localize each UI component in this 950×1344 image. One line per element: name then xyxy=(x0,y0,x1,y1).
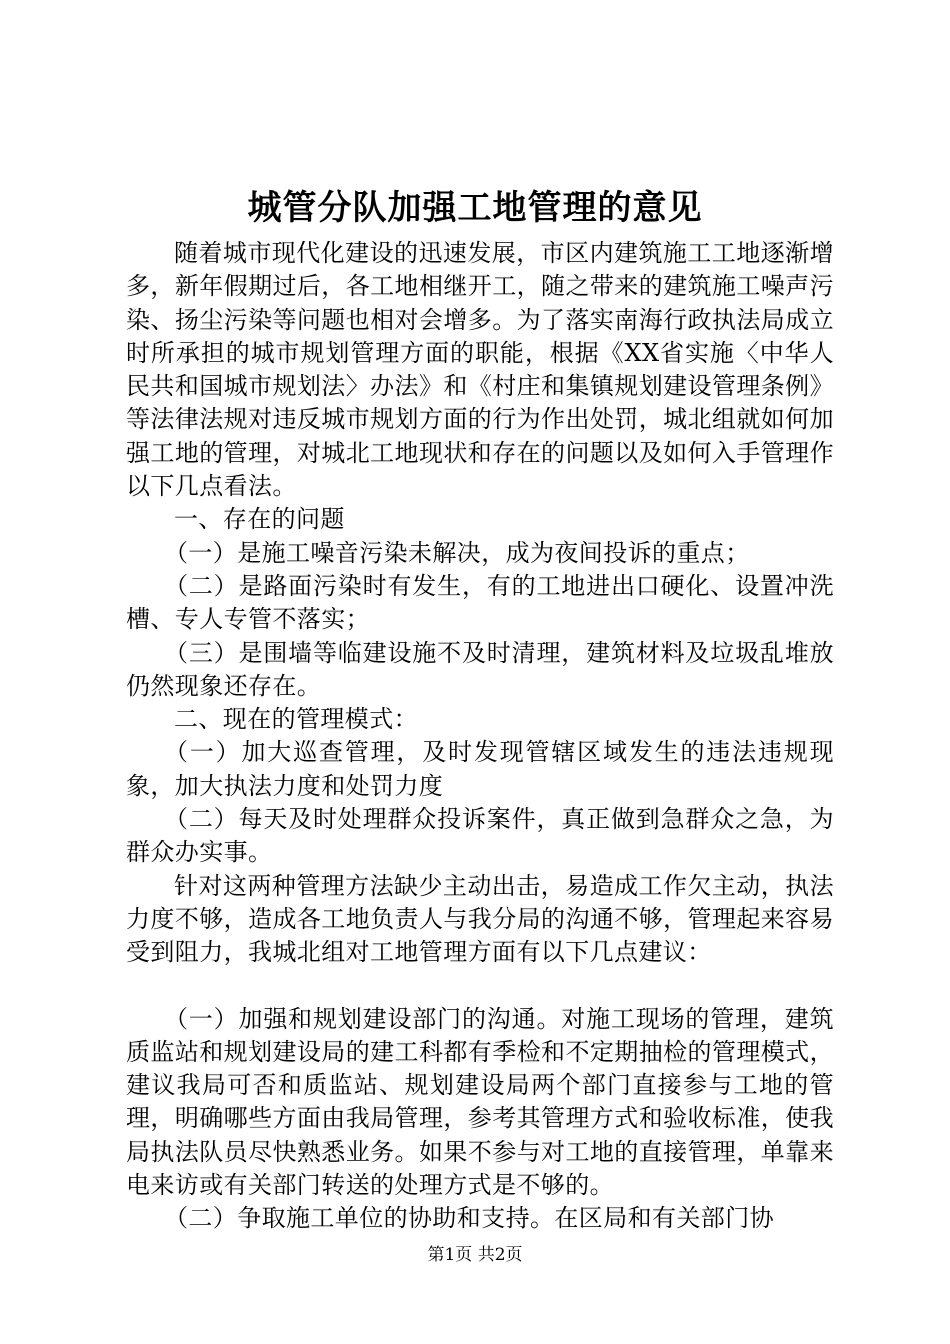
document-title: 城管分队加强工地管理的意见 xyxy=(247,188,703,228)
suggestion-item-2: （二）争取施工单位的协助和支持。在区局和有关部门协 xyxy=(164,1204,774,1233)
mode-item-2: （二）每天及时处理群众投诉案件，真正做到急群众之急，为群众办实事。 xyxy=(126,805,834,867)
suggestion-item-1: （一）加强和规划建设部门的沟通。对施工现场的管理，建筑质监站和规划建设局的建工科都有季检和不定期抽检的管理模式，建议我局可否和质监站、规划建设局两个部门直接参与工地的管理，明确哪些方面由我局管理，参考其管理方式和验收标准，使我局执法队员尽快熟悉业务。如果不参与对工地的直接管理，单靠来电来访或有关部门转送的处理方式是不够的。 xyxy=(126,1004,834,1200)
problem-item-1: （一）是施工噪音污染未解决，成为夜间投诉的重点； xyxy=(164,538,750,567)
document-body xyxy=(126,237,834,1236)
page-footer: 第1页 共2页 xyxy=(427,1245,523,1265)
suggestion-intro-paragraph: 针对这两种管理方法缺少主动出击，易造成工作欠主动，执法力度不够，造成各工地负责人与我分局的沟通不够，管理起来容易受到阻力，我城北组对工地管理方面有以下几点建议： xyxy=(126,871,834,967)
section-heading-problems: 一、存在的问题 xyxy=(174,505,345,534)
problem-item-2: （二）是路面污染时有发生，有的工地进出口硬化、设置冲洗槽、专人专管不落实； xyxy=(126,571,834,634)
mode-item-1: （一）加大巡查管理，及时发现管辖区域发生的违法违规现象，加大执法力度和处罚力度 xyxy=(126,738,834,800)
intro-paragraph: 随着城市现代化建设的迅速发展，市区内建筑施工工地逐渐增多，新年假期过后，各工地相继开工，随之带来的建筑施工噪声污染、扬尘污染等问题也相对会增多。为了落实南海行政执法局成立时所承担的城市规划管理方面的职能，根据《XX省实施〈中华人民共和国城市规划法〉办法》和《村庄和集镇规划建设管理条例》等法律法规对违反城市规划方面的行为作出处罚，城北组就如何加强工地的管理，对城北工地现状和存在的问题以及如何入手管理作以下几点看法。 xyxy=(126,239,834,501)
problem-item-3: （三）是围墙等临建设施不及时清理，建筑材料及垃圾乱堆放仍然现象还存在。 xyxy=(126,638,834,700)
section-heading-management-mode: 二、现在的管理模式： xyxy=(174,705,418,734)
